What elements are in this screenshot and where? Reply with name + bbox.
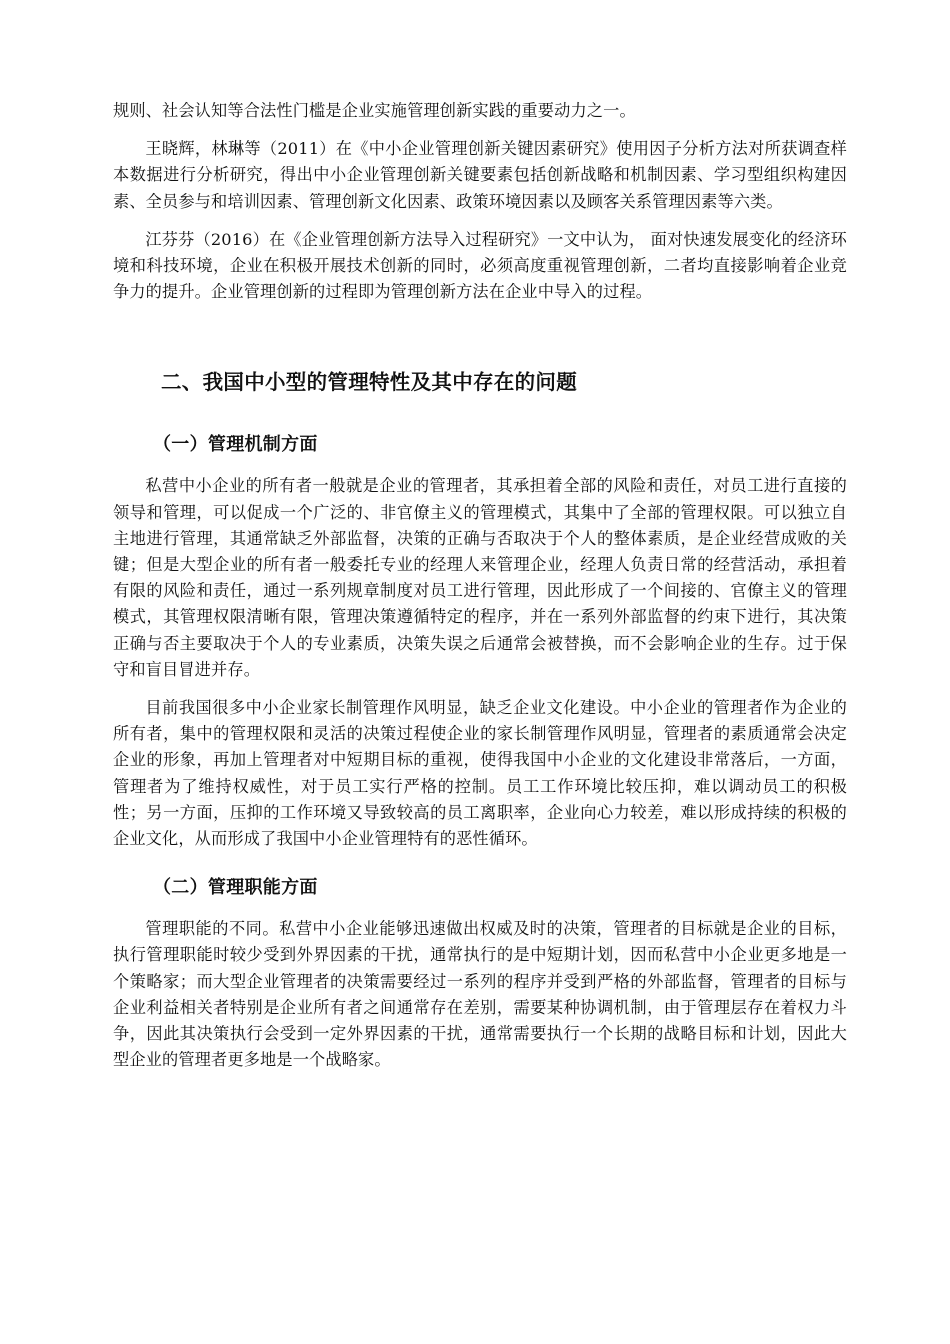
- paragraph-mechanism-2: 目前我国很多中小企业家长制管理作风明显，缺乏企业文化建设。中小企业的管理者作为企业的所有者，集中的管理权限和灵活的决策过程使企业的家长制管理作风明显，管理者的素质通常会决定企业的形象，再加上管理者对中短期目标的重视，使得我国中小企业的文化建设非常落后，一方面，管理者为了维持权威性，对于员工实行严格的控制。员工工作环境比较压抑，难以调动员工的积极性；另一方面，压抑的工作环境又导致较高的员工离职率，企业向心力较差，难以形成持续的积极的企业文化，从而形成了我国中小企业管理特有的恶性循环。: [113, 698, 847, 849]
- paragraph-intro-continuation: 规则、社会认知等合法性门槛是企业实施管理创新实践的重要动力之一。: [113, 101, 636, 120]
- subsection-title-function: （二）管理职能方面: [153, 877, 318, 899]
- document-page: [113, 98, 847, 1073]
- subsection-title-mechanism: （一）管理机制方面: [153, 434, 318, 456]
- paragraph-wang-xiaohui: 王晓辉，林琳等（2011）在《中小企业管理创新关键因素研究》使用因子分析方法对所获调查样本数据进行分析研究，得出中小企业管理创新关键要素包括创新战略和机制因素、学习型组织构建因素、全员参与和培训因素、管理创新文化因素、政策环境因素以及顾客关系管理因素等六类。: [113, 139, 847, 211]
- section-title: 二、我国中小型的管理特性及其中存在的问题: [161, 370, 577, 395]
- paragraph-jiang-fenfen: 江芬芬（2016）在《企业管理创新方法导入过程研究》一文中认为， 面对快速发展变化的经济环境和科技环境，企业在积极开展技术创新的同时，必须高度重视管理创新，二者均直接影响着企业竞争力的提升。企业管理创新的过程即为管理创新方法在企业中导入的过程。: [113, 229, 847, 302]
- paragraph-function-1: 管理职能的不同。私营中小企业能够迅速做出权威及时的决策，管理者的目标就是企业的目标，执行管理职能时较少受到外界因素的干扰，通常执行的是中短期计划，因而私营中小企业更多地是一个策略家；而大型企业管理者的决策需要经过一系列的程序并受到严格的外部监督，管理者的目标与企业利益相关者特别是企业所有者之间通常存在差别，需要某种协调机制，由于管理层存在着权力斗争，因此其决策执行会受到一定外界因素的干扰，通常需要执行一个长期的战略目标和计划，因此大型企业的管理者更多地是一个战略家。: [113, 919, 847, 1070]
- paragraph-mechanism-1: 私营中小企业的所有者一般就是企业的管理者，其承担着全部的风险和责任，对员工进行直接的领导和管理，可以促成一个广泛的、非官僚主义的管理模式，其集中了全部的管理权限。可以独立自主地进行管理，其通常缺乏外部监督，决策的正确与否取决于个人的整体素质，是企业经营成败的关键；但是大型企业的所有者一般委托专业的经理人来管理企业，经理人负责日常的经营活动，承担着有限的风险和责任，通过一系列规章制度对员工进行管理，因此形成了一个间接的、官僚主义的管理模式，其管理权限清晰有限，管理决策遵循特定的程序，并在一系列外部监督的约束下进行，其决策正确与否主要取决于个人的专业素质，决策失误之后通常会被替换，而不会影响企业的生存。过于保守和盲目冒进并存。: [113, 476, 847, 679]
